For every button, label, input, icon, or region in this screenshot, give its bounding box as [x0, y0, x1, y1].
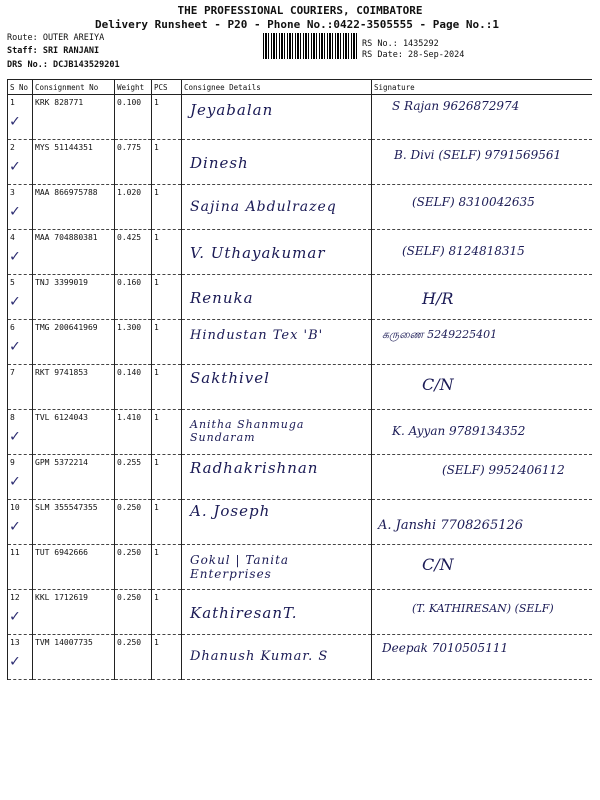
row-sno: 12 ✓ [8, 590, 33, 635]
row-signature: கருணை 5249225401 [372, 320, 592, 365]
row-sno: 7 [8, 365, 33, 410]
row-pcs: 1 [152, 185, 182, 230]
row-pcs: 1 [152, 230, 182, 275]
check-mark-icon: ✓ [10, 246, 20, 265]
row-weight: 0.140 [115, 365, 152, 410]
row-consignee: Dinesh [182, 140, 372, 185]
row-consignment-no: KKL 1712619 [33, 590, 115, 635]
check-mark-icon: ✓ [10, 156, 20, 175]
row-pcs: 1 [152, 545, 182, 590]
table-row [8, 320, 592, 365]
staff-label: Staff: SRI RANJANI [7, 46, 100, 56]
row-pcs: 1 [152, 500, 182, 545]
row-pcs: 1 [152, 410, 182, 455]
col-sno: S No [8, 80, 33, 95]
row-consignment-no: MAA 866975788 [33, 185, 115, 230]
table-row [8, 95, 592, 140]
row-consignment-no: MYS 51144351 [33, 140, 115, 185]
row-sno: 9 ✓ [8, 455, 33, 500]
row-pcs: 1 [152, 455, 182, 500]
row-pcs: 1 [152, 95, 182, 140]
row-consignment-no: TUT 6942666 [33, 545, 115, 590]
row-weight: 0.250 [115, 545, 152, 590]
check-mark-icon: ✓ [10, 651, 20, 670]
row-sno: 4 ✓ [8, 230, 33, 275]
row-weight: 0.100 [115, 95, 152, 140]
row-consignee: Dhanush Kumar. S [182, 635, 372, 680]
barcode [263, 33, 358, 59]
row-consignment-no: RKT 9741853 [33, 365, 115, 410]
row-sno: 13 ✓ [8, 635, 33, 680]
row-weight: 0.250 [115, 500, 152, 545]
row-pcs: 1 [152, 320, 182, 365]
row-consignment-no: TMG 200641969 [33, 320, 115, 365]
row-consignee: Hindustan Tex 'B' [182, 320, 372, 365]
row-consignee: Radhakrishnan [182, 455, 372, 500]
check-mark-icon: ✓ [10, 291, 20, 310]
row-consignment-no: TNJ 3399019 [33, 275, 115, 320]
row-consignee: V. Uthayakumar [182, 230, 372, 275]
row-signature: (SELF) 9952406112 [372, 455, 592, 500]
row-consignee: Sakthivel [182, 365, 372, 410]
company-title: THE PROFESSIONAL COURIERS, COIMBATORE [177, 4, 423, 17]
row-sno: 2 ✓ [8, 140, 33, 185]
table-row [8, 590, 592, 635]
row-consignment-no: TVL 6124043 [33, 410, 115, 455]
drs-number: DRS No.: DCJB143529201 [7, 60, 120, 70]
table-row [8, 275, 592, 320]
check-mark-icon: ✓ [10, 201, 20, 220]
check-mark-icon: ✓ [10, 111, 20, 130]
row-signature: Deepak 7010505111 [372, 635, 592, 680]
row-weight: 1.020 [115, 185, 152, 230]
route-label: Route: OUTER AREIYA [7, 33, 105, 43]
row-signature: H/R [372, 275, 592, 320]
table-row [8, 365, 592, 410]
check-mark-icon: ✓ [10, 471, 20, 490]
row-pcs: 1 [152, 635, 182, 680]
row-consignee: Renuka [182, 275, 372, 320]
row-sno: 11 [8, 545, 33, 590]
table-header-row [8, 80, 592, 95]
row-consignee: KathiresanT. [182, 590, 372, 635]
row-signature: A. Janshi 7708265126 [372, 500, 592, 545]
row-signature: (SELF) 8124818315 [372, 230, 592, 275]
row-weight: 1.300 [115, 320, 152, 365]
row-sno: 1 ✓ [8, 95, 33, 140]
row-consignee: Anitha Shanmuga Sundaram [182, 410, 372, 455]
row-sno: 10 ✓ [8, 500, 33, 545]
row-consignee: Jeyabalan [182, 95, 372, 140]
col-weight: Weight [115, 80, 152, 95]
table-row [8, 230, 592, 275]
runsheet-table [7, 79, 592, 680]
row-sno: 5 ✓ [8, 275, 33, 320]
row-pcs: 1 [152, 140, 182, 185]
row-signature: S Rajan 9626872974 [372, 95, 592, 140]
row-sno: 6 ✓ [8, 320, 33, 365]
table-row [8, 140, 592, 185]
col-signature: Signature [372, 80, 592, 95]
row-pcs: 1 [152, 590, 182, 635]
row-pcs: 1 [152, 275, 182, 320]
col-consignment: Consignment No [33, 80, 115, 95]
row-consignee: Sajina Abdulrazeq [182, 185, 372, 230]
check-mark-icon: ✓ [10, 426, 20, 445]
row-signature: (SELF) 8310042635 [372, 185, 592, 230]
table-row [8, 185, 592, 230]
row-sno: 3 ✓ [8, 185, 33, 230]
rs-number: RS No.: 1435292 [362, 39, 439, 49]
table-row [8, 500, 592, 545]
table-row [8, 635, 592, 680]
row-consignment-no: MAA 704880381 [33, 230, 115, 275]
col-pcs: PCS [152, 80, 182, 95]
row-signature: K. Ayyan 9789134352 [372, 410, 592, 455]
row-weight: 0.250 [115, 635, 152, 680]
check-mark-icon: ✓ [10, 516, 20, 535]
row-pcs: 1 [152, 365, 182, 410]
row-consignment-no: GPM 5372214 [33, 455, 115, 500]
row-consignment-no: TVM 14007735 [33, 635, 115, 680]
table-row [8, 455, 592, 500]
table-row [8, 410, 592, 455]
runsheet-title-line: Delivery Runsheet - P20 - Phone No.:0422-3505555 - Page No.:1 [95, 18, 499, 31]
row-weight: 0.775 [115, 140, 152, 185]
row-weight: 0.250 [115, 590, 152, 635]
rs-date: RS Date: 28-Sep-2024 [362, 50, 465, 60]
row-consignment-no: SLM 355547355 [33, 500, 115, 545]
row-signature: B. Divi (SELF) 9791569561 [372, 140, 592, 185]
check-mark-icon: ✓ [10, 606, 20, 625]
check-mark-icon: ✓ [10, 336, 20, 355]
col-consignee: Consignee Details [182, 80, 372, 95]
row-consignee: A. Joseph [182, 500, 372, 545]
row-consignee: Gokul | Tanita Enterprises [182, 545, 372, 590]
row-weight: 0.160 [115, 275, 152, 320]
table-row [8, 545, 592, 590]
row-weight: 0.255 [115, 455, 152, 500]
row-consignment-no: KRK 828771 [33, 95, 115, 140]
row-weight: 1.410 [115, 410, 152, 455]
row-signature: (T. KATHIRESAN) (SELF) [372, 590, 592, 635]
row-weight: 0.425 [115, 230, 152, 275]
row-signature: C/N [372, 545, 592, 590]
row-signature: C/N [372, 365, 592, 410]
row-sno: 8 ✓ [8, 410, 33, 455]
